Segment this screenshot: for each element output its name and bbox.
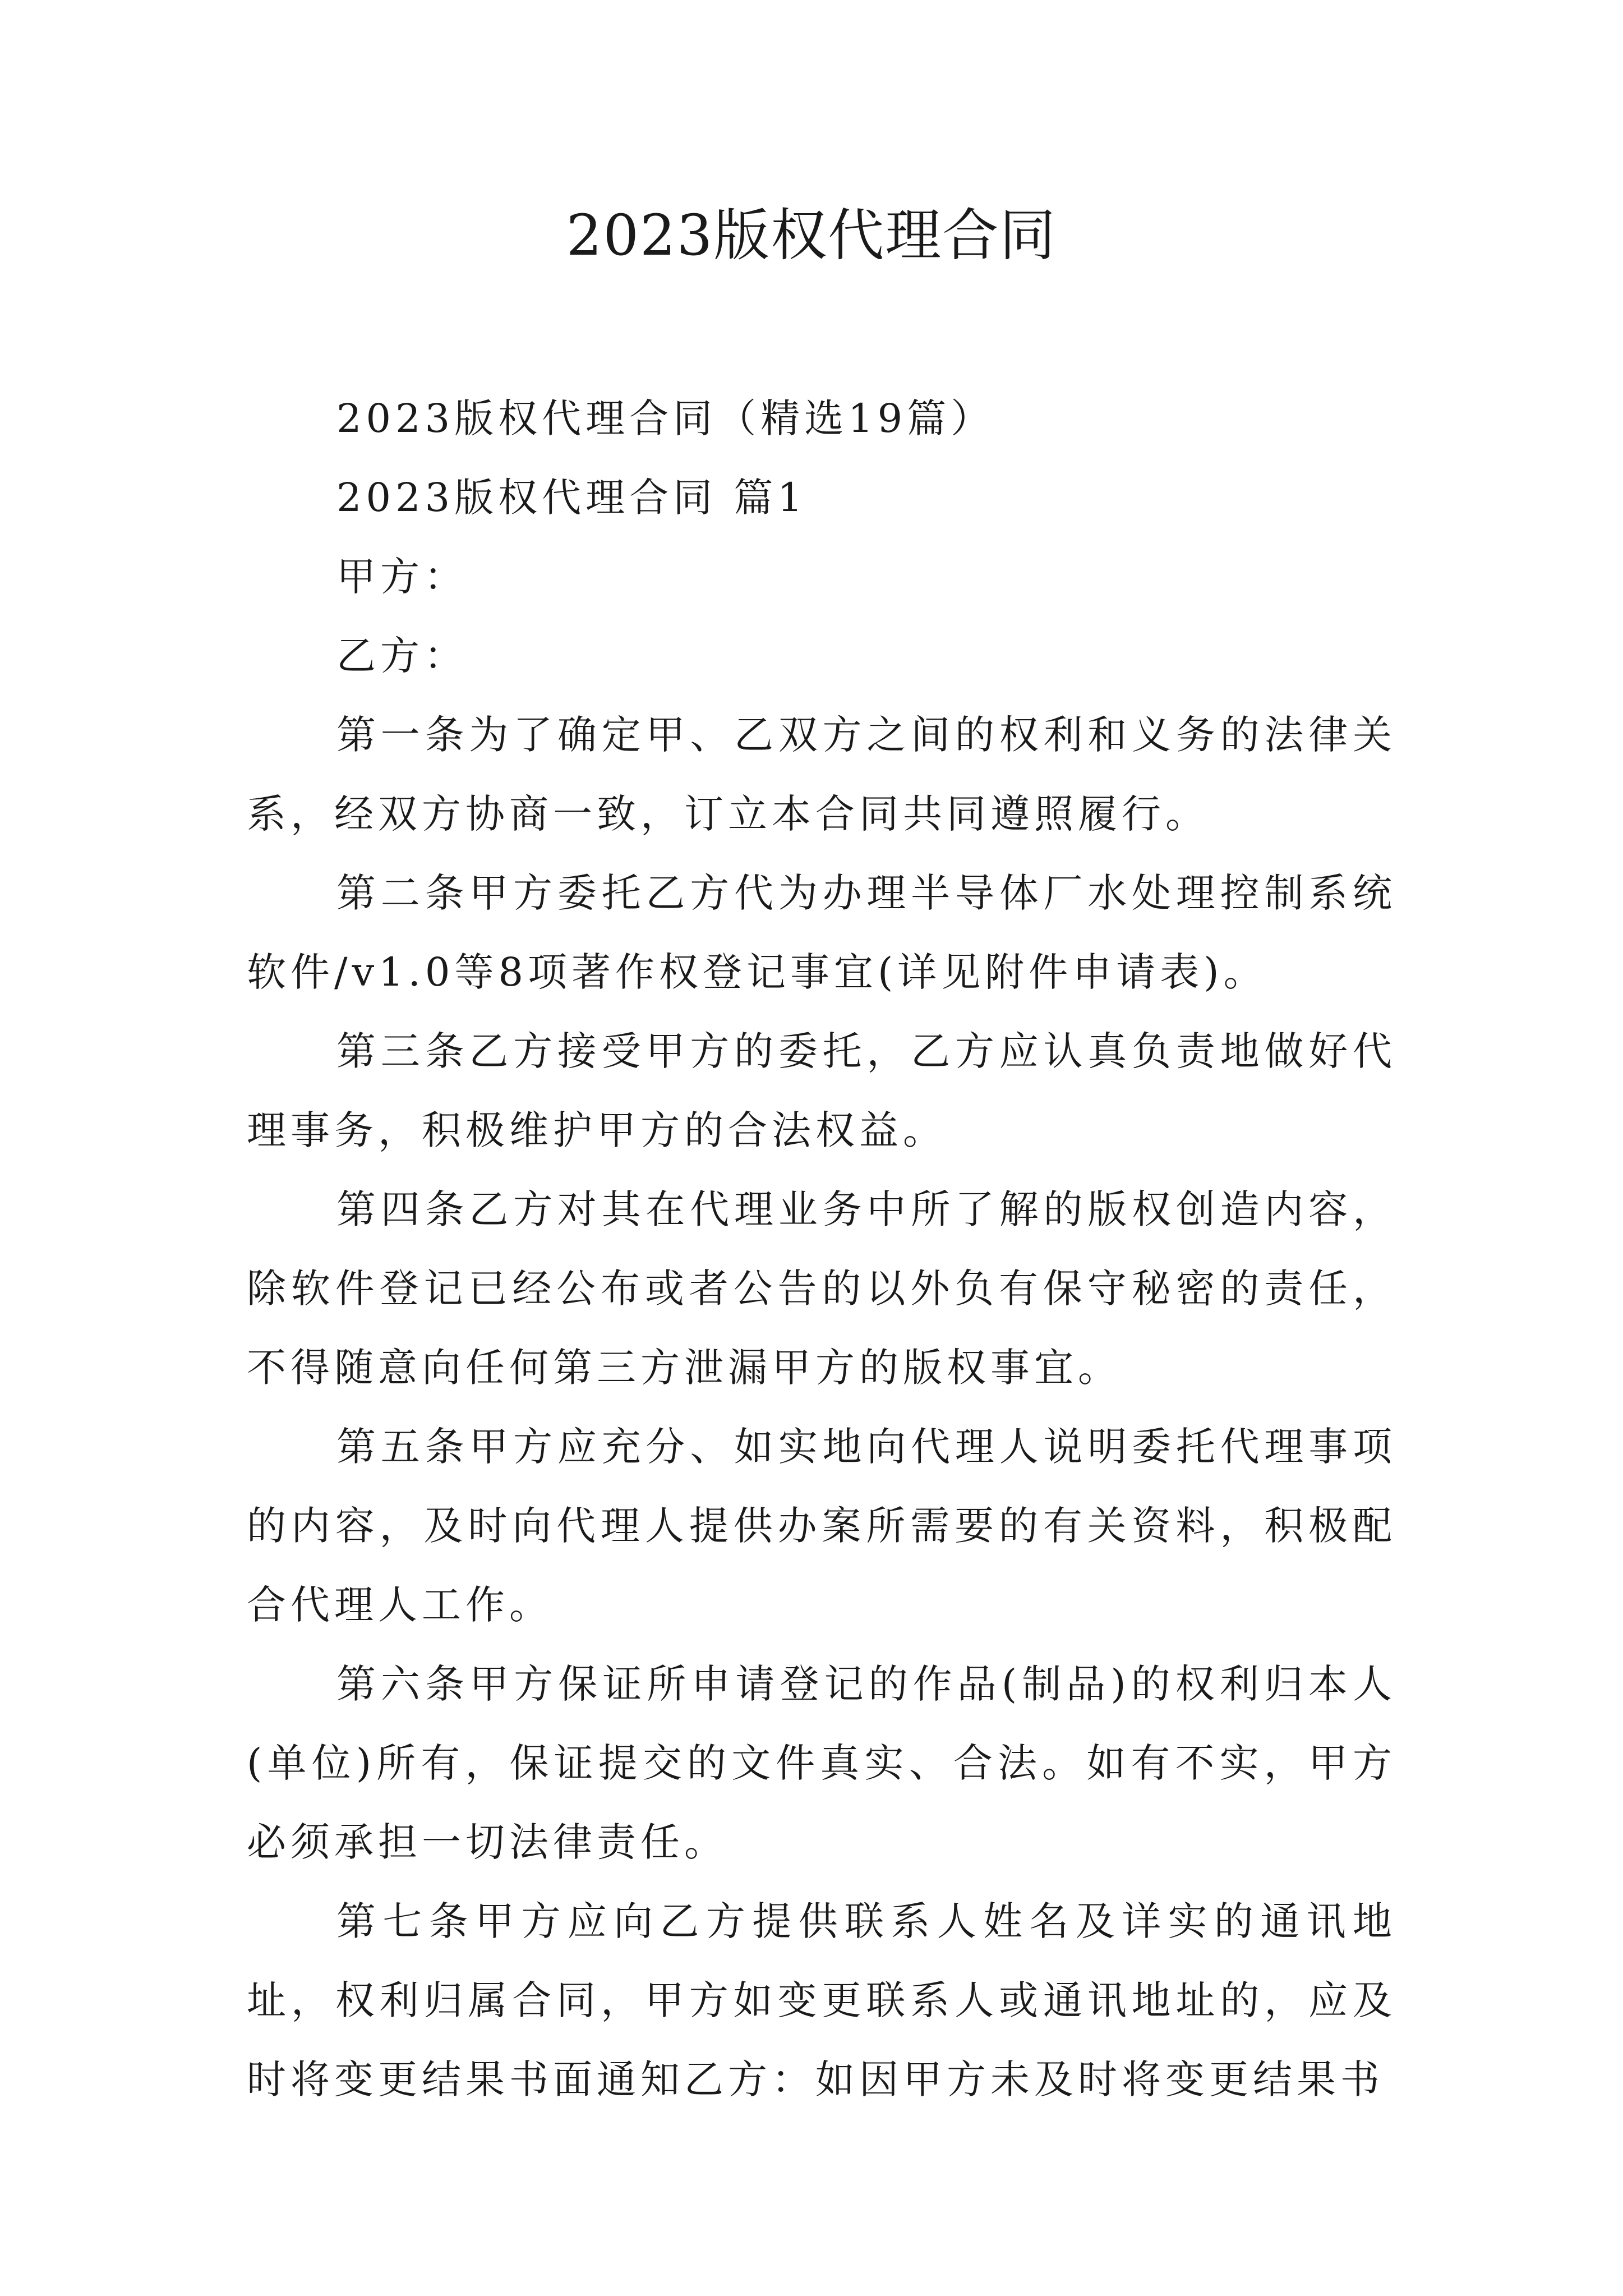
article-7: 第七条甲方应向乙方提供联系人姓名及详实的通讯地址，权利归属合同，甲方如变更联系人或通讯地址的，应及时将变更结果书面通知乙方：如因甲方未及时将变更结果书: [247, 1898, 1396, 2102]
party-b-label: 乙方：: [336, 633, 468, 679]
document-title: 2023版权代理合同: [566, 203, 1057, 268]
article-6: 第六条甲方保证所申请登记的作品(制品)的权利归本人(单位)所有，保证提交的文件真实、合法。如有不实，甲方必须承担一切法律责任。: [247, 1661, 1396, 1865]
document-body: [247, 379, 1396, 2119]
section-heading: 2023版权代理合同 篇1: [336, 475, 807, 521]
article-4: 第四条乙方对其在代理业务中所了解的版权创造内容，除软件登记已经公布或者公告的以外负有保守秘密的责任，不得随意向任何第三方泄漏甲方的版权事宜。: [247, 1186, 1396, 1391]
party-a-label: 甲方：: [336, 554, 468, 600]
article-3: 第三条乙方接受甲方的委托，乙方应认真负责地做好代理事务，积极维护甲方的合法权益。: [247, 1028, 1396, 1153]
article-1: 第一条为了确定甲、乙双方之间的权利和义务的法律关系，经双方协商一致，订立本合同共同遵照履行。: [247, 712, 1396, 837]
subtitle-paragraph: 2023版权代理合同（精选19篇）: [336, 395, 995, 441]
article-2: 第二条甲方委托乙方代为办理半导体厂水处理控制系统软件/v1.0等8项著作权登记事宜(详见附件申请表)。: [247, 870, 1396, 995]
article-5: 第五条甲方应充分、如实地向代理人说明委托代理事项的内容，及时向代理人提供办案所需要的有关资料，积极配合代理人工作。: [247, 1424, 1396, 1628]
